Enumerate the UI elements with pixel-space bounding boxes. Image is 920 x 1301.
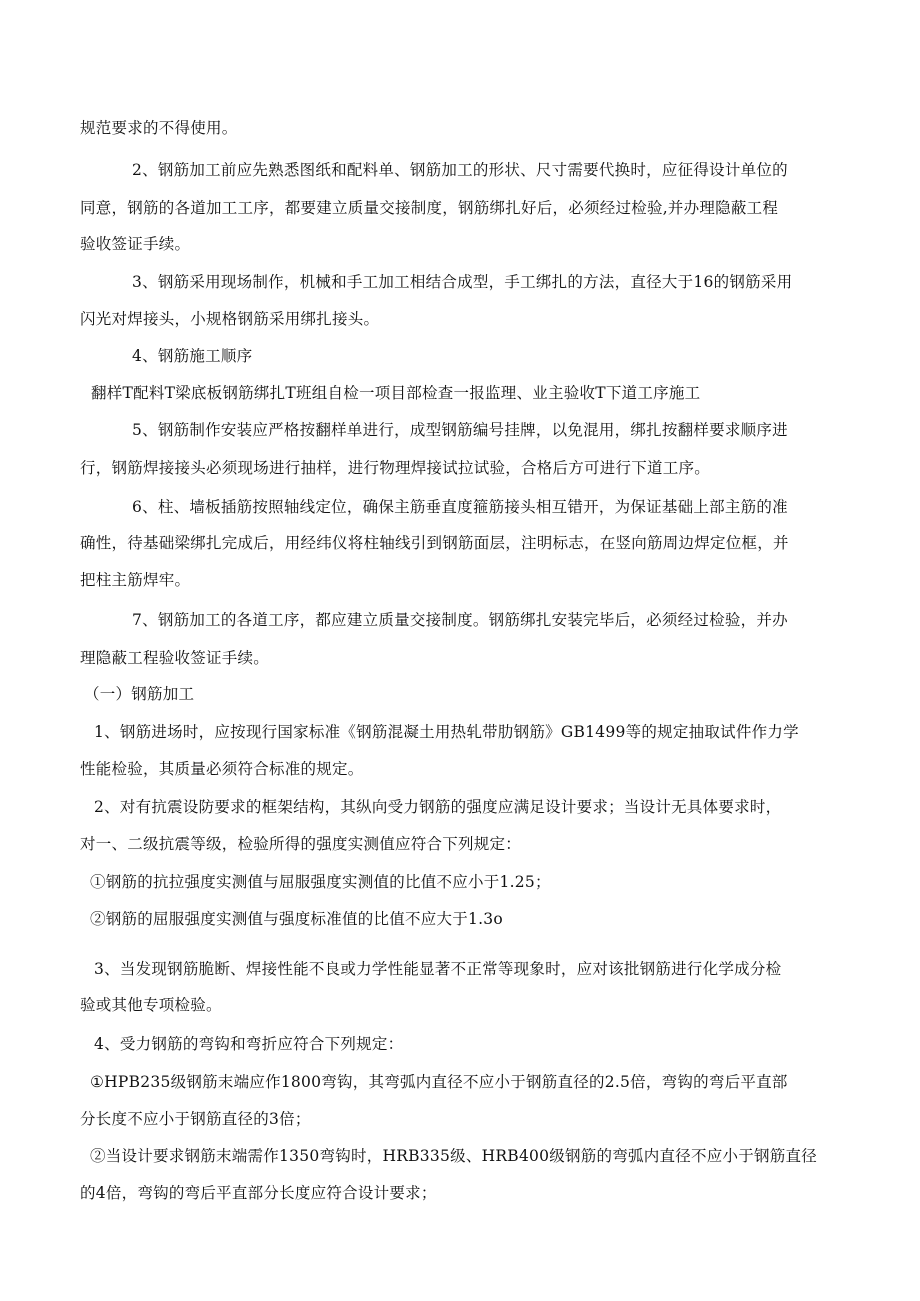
text-line: ①HPB235级钢筋末端应作1800弯钩，其弯弧内直径不应小于钢筋直径的2.5倍，弯钩的弯后平直部	[90, 1073, 788, 1091]
text-line: 同意，钢筋的各道加工工序，都要建立质量交接制度，钢筋绑扎好后，必须经过检验,并办理隐蔽工程	[80, 199, 779, 217]
text-line: ②当设计要求钢筋末端需作1350弯钩时，HRB335级、HRB400级钢筋的弯弧内直径不应小于钢筋直径	[90, 1147, 818, 1165]
text-line: 理隐蔽工程验收签证手续。	[80, 649, 270, 667]
text-line: 4、受力钢筋的弯钩和弯折应符合下列规定：	[94, 1035, 404, 1053]
text-line: 对一、二级抗震等级，检验所得的强度实测值应符合下列规定：	[80, 835, 522, 853]
text-line: 闪光对焊接头，小规格钢筋采用绑扎接头。	[80, 310, 380, 328]
text-line: ①钢筋的抗拉强度实测值与屈服强度实测值的比值不应小于1.25；	[90, 873, 551, 891]
text-line: 翻样T配料T梁底板钢筋绑扎T班组自检一项目部检查一报监理、业主验收T下道工序施工	[91, 384, 701, 402]
text-line: 2、钢筋加工前应先熟悉图纸和配料单、钢筋加工的形状、尺寸需要代换时，应征得设计单位的	[132, 161, 788, 179]
text-line: 行，钢筋焊接接头必须现场进行抽样，进行物理焊接试拉试验，合格后方可进行下道工序。	[80, 459, 711, 477]
section-heading: （一）钢筋加工	[84, 685, 195, 703]
text-line: 2、对有抗震设防要求的框架结构，其纵向受力钢筋的强度应满足设计要求；当设计无具体要求时，	[94, 798, 782, 816]
text-line: 验收签证手续。	[80, 235, 191, 253]
text-line: 4、钢筋施工顺序	[132, 347, 253, 365]
text-line: 确性，待基础梁绑扎完成后，用经纬仪将柱轴线引到钢筋面层，注明标志，在竖向筋周边焊定位框，并	[80, 534, 789, 552]
text-line: 3、钢筋采用现场制作，机械和手工加工相结合成型，手工绑扎的方法，直径大于16的钢筋采用	[132, 273, 793, 291]
text-line: 7、钢筋加工的各道工序，都应建立质量交接制度。钢筋绑扎安装完毕后，必须经过检验，并办	[132, 611, 788, 629]
text-line: 1、钢筋进场时，应按现行国家标准《钢筋混凝土用热轧带肋钢筋》GB1499等的规定抽取试件作力学	[94, 723, 799, 741]
text-line: 规范要求的不得使用。	[80, 119, 238, 137]
text-line: 6、柱、墙板插筋按照轴线定位，确保主筋垂直度箍筋接头相互错开，为保证基础上部主筋的准	[132, 498, 788, 516]
text-line: 3、当发现钢筋脆断、焊接性能不良或力学性能显著不正常等现象时，应对该批钢筋进行化学成分检	[94, 960, 782, 978]
text-line: 的4倍，弯钩的弯后平直部分长度应符合设计要求；	[80, 1184, 437, 1202]
text-line: 5、钢筋制作安装应严格按翻样单进行，成型钢筋编号挂牌，以免混用，绑扎按翻样要求顺序进	[132, 421, 788, 439]
text-line: ②钢筋的屈服强度实测值与强度标准值的比值不应大于1.3o	[90, 910, 503, 928]
text-line: 性能检验，其质量必须符合标准的规定。	[80, 760, 364, 778]
text-line: 把柱主筋焊牢。	[80, 571, 191, 589]
text-line: 分长度不应小于钢筋直径的3倍；	[80, 1110, 311, 1128]
text-line: 验或其他专项检验。	[80, 996, 222, 1014]
